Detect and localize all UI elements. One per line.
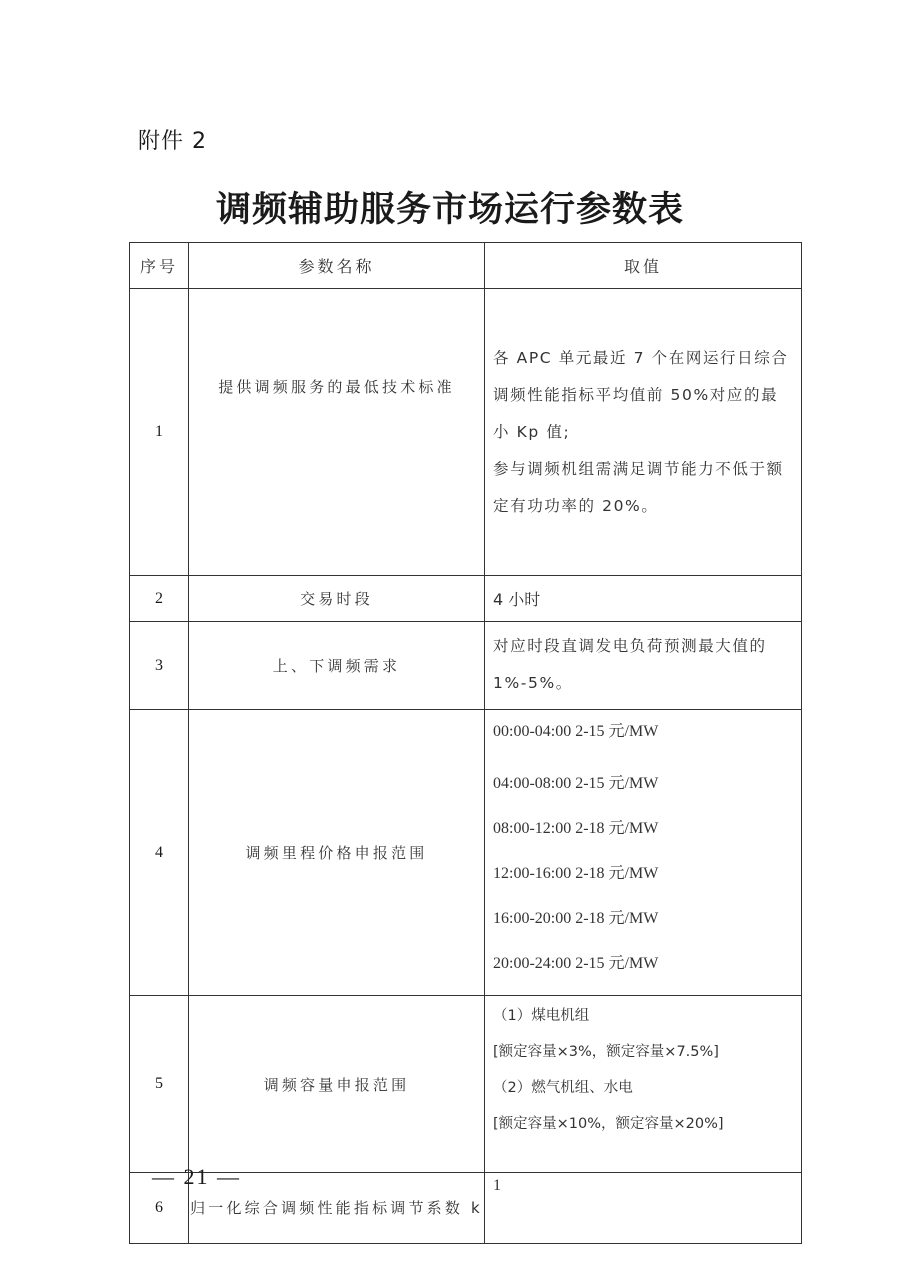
attachment-label: 附件 2	[138, 129, 207, 154]
document-title: 调频辅助服务市场运行参数表	[215, 189, 684, 230]
price-range-line: 00:00-04:00 2-15 元/MW	[493, 723, 659, 740]
value-line: [额定容量×3%，额定容量×7.5%]	[493, 1044, 719, 1060]
parameter-value	[485, 622, 802, 710]
header-name: 参数名称	[189, 243, 485, 289]
table-row	[130, 289, 802, 576]
parameter-value	[485, 710, 802, 996]
parameter-value	[485, 576, 802, 622]
value-line: 参与调频机组需满足调节能力不低于额定有功功率的 20%。	[493, 459, 784, 515]
value-line: [额定容量×10%，额定容量×20%]	[493, 1116, 724, 1132]
row-number: 5	[130, 996, 189, 1173]
value-line: （2）燃气机组、水电	[493, 1080, 633, 1096]
value-line: 4 小时	[493, 590, 541, 609]
value-line: 各 APC 单元最近 7 个在网运行日综合调频性能指标平均值前 50%对应的最小 Kp 值;	[493, 348, 789, 441]
row-number: 3	[130, 622, 189, 710]
parameter-name: 提供调频服务的最低技术标准	[189, 289, 485, 576]
table-row	[130, 710, 802, 996]
parameter-table	[129, 242, 802, 1244]
parameter-name: 调频里程价格申报范围	[189, 710, 485, 996]
table-row	[130, 576, 802, 622]
parameter-value	[485, 996, 802, 1173]
parameter-name: 调频容量申报范围	[189, 996, 485, 1173]
value-line: （1）煤电机组	[493, 1008, 590, 1024]
row-number: 6	[130, 1173, 189, 1244]
parameter-name: 交易时段	[189, 576, 485, 622]
price-range-line: 16:00-20:00 2-18 元/MW	[493, 910, 659, 927]
table-row	[130, 622, 802, 710]
header-no: 序号	[130, 243, 189, 289]
header-value: 取值	[485, 243, 802, 289]
price-range-line: 08:00-12:00 2-18 元/MW	[493, 820, 659, 837]
row-number: 4	[130, 710, 189, 996]
table-row	[130, 996, 802, 1173]
parameter-value	[485, 289, 802, 576]
page-number: — 21 —	[152, 1164, 241, 1189]
price-range-line: 04:00-08:00 2-15 元/MW	[493, 775, 659, 792]
price-range-line: 12:00-16:00 2-18 元/MW	[493, 865, 659, 882]
row-number: 2	[130, 576, 189, 622]
row-number: 1	[130, 289, 189, 576]
parameter-name: 上、下调频需求	[189, 622, 485, 710]
value-line: 对应时段直调发电负荷预测最大值的1%-5%。	[493, 637, 767, 692]
parameter-value	[485, 1173, 802, 1244]
price-range-line: 20:00-24:00 2-15 元/MW	[493, 955, 659, 972]
value-line: 1	[493, 1177, 501, 1194]
table-header-row	[130, 243, 802, 289]
parameter-name: 归一化综合调频性能指标调节系数 k	[189, 1173, 485, 1244]
